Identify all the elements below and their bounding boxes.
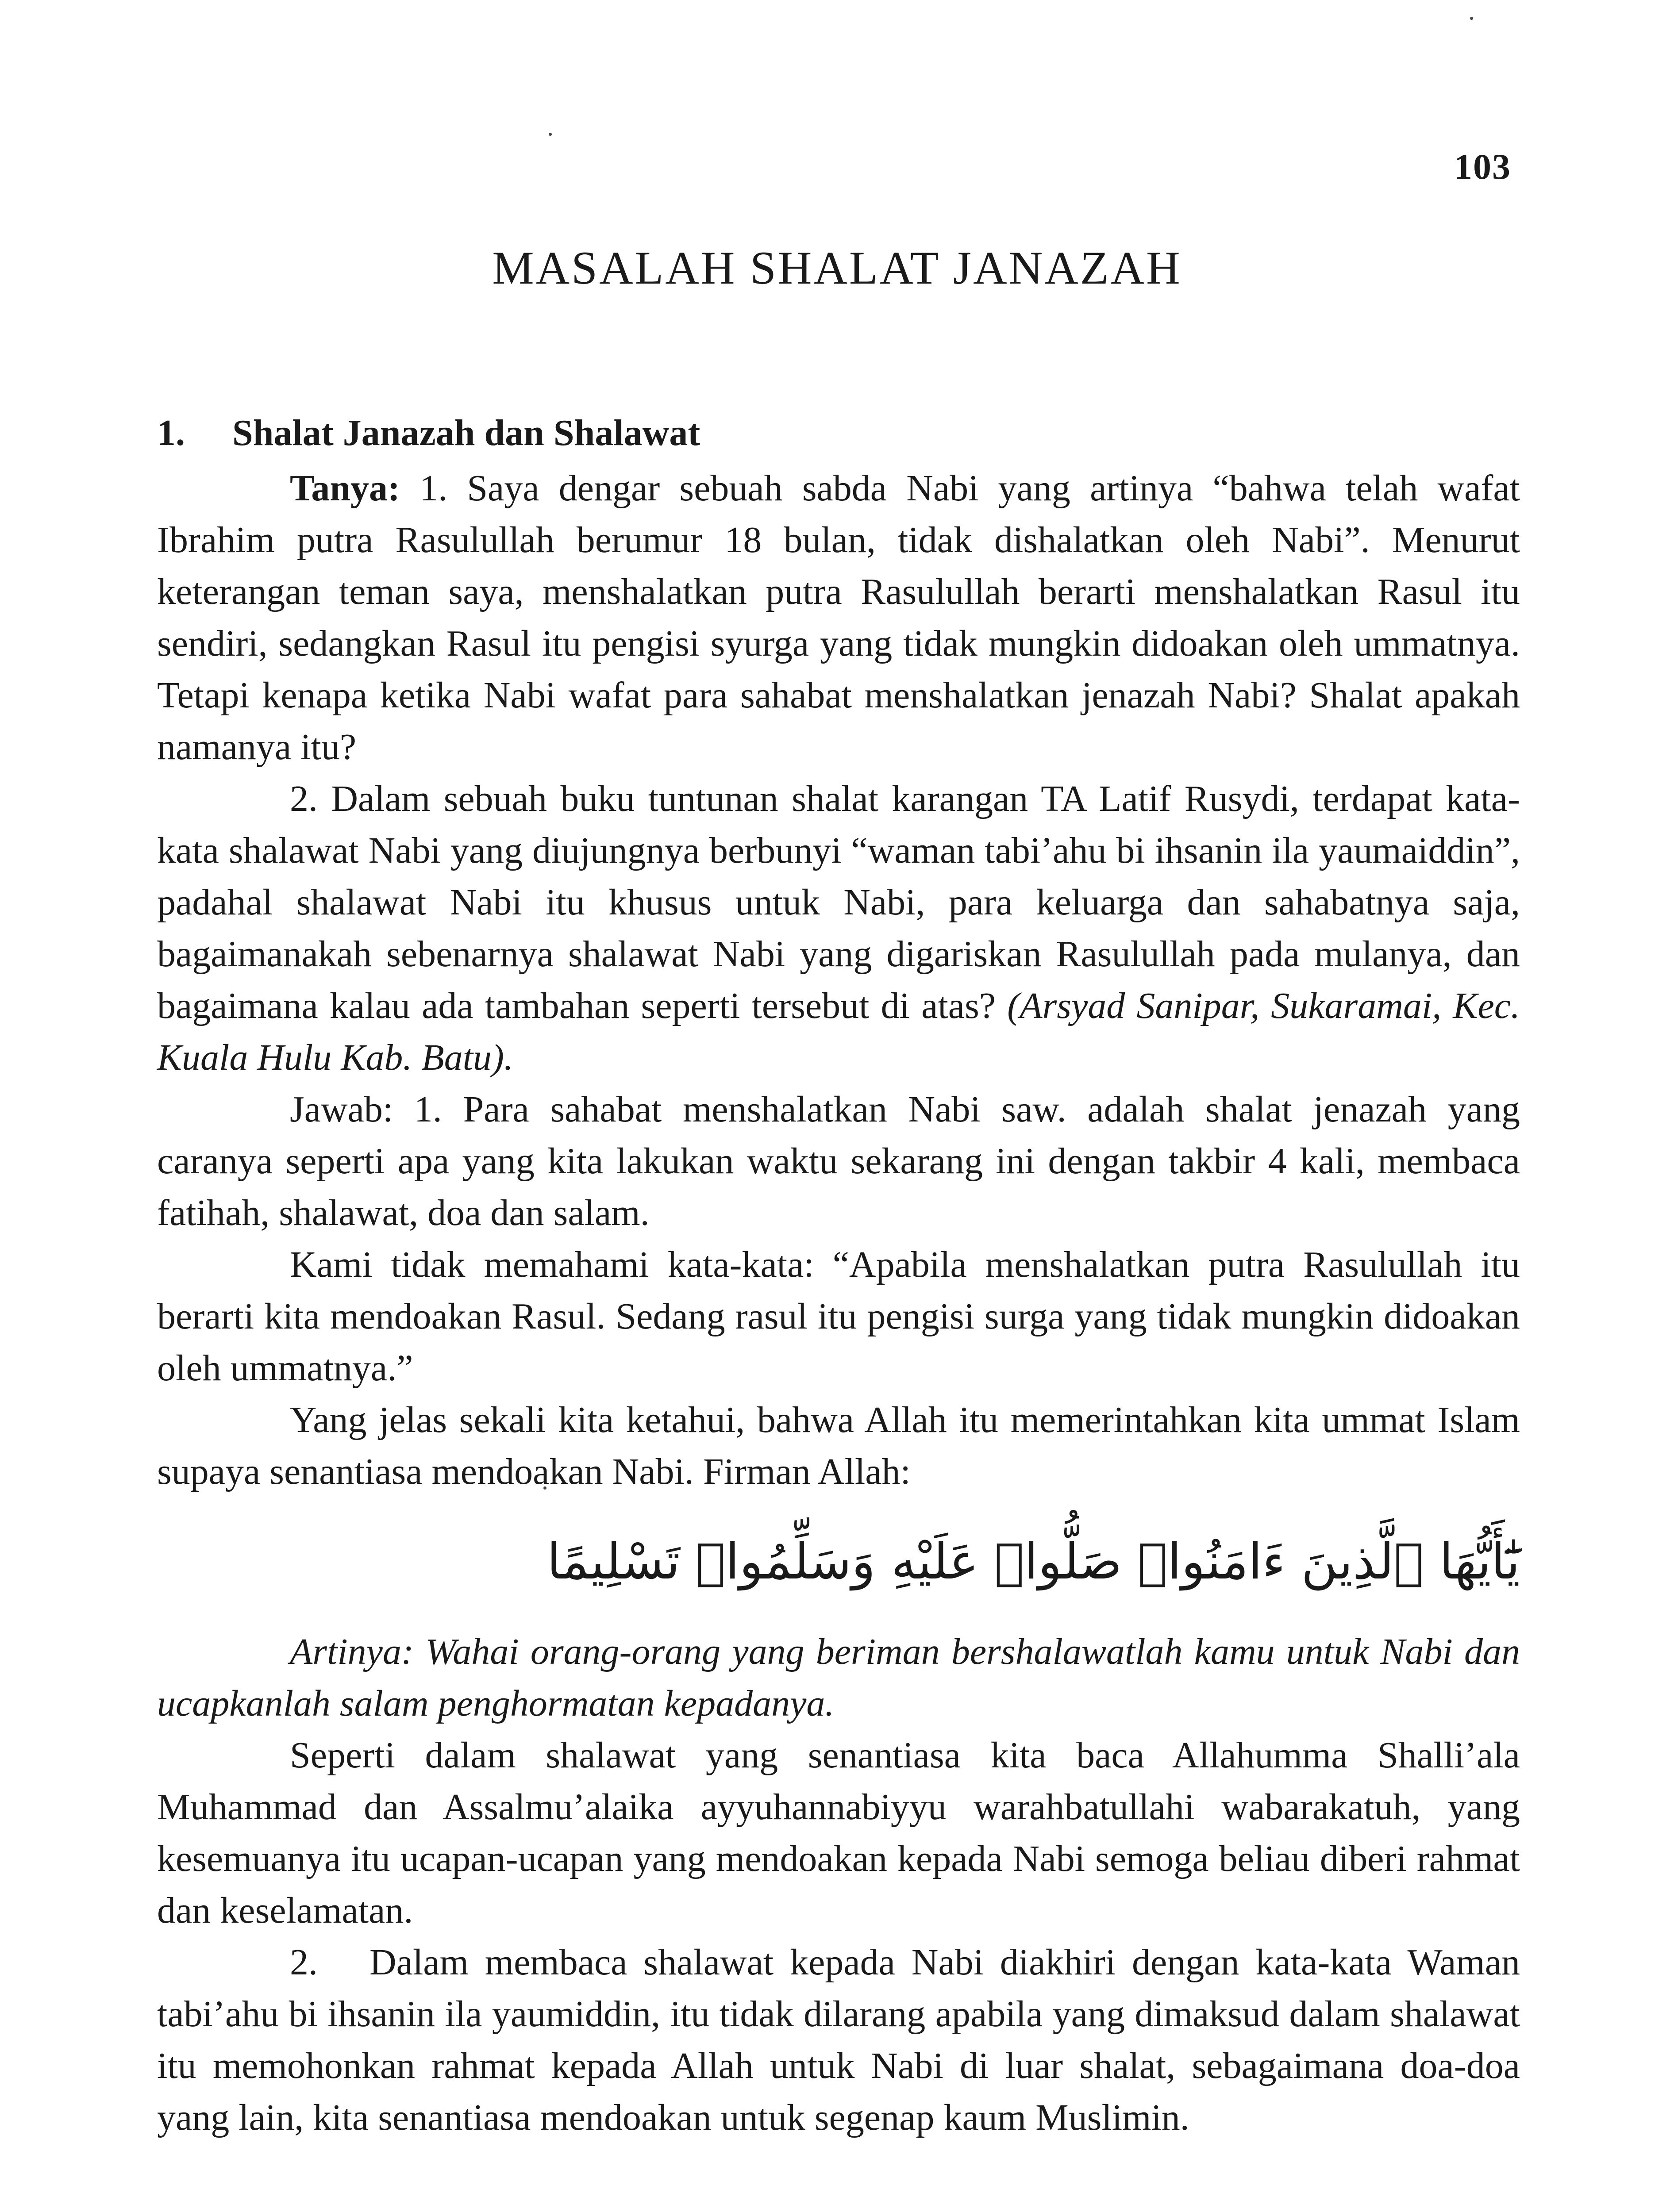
section-heading	[157, 407, 1520, 459]
article-body	[157, 407, 1520, 2143]
section-number: 1.	[157, 412, 185, 453]
section-title: Shalat Janazah dan Shalawat	[232, 412, 700, 453]
page-title: MASALAH SHALAT JANAZAH	[492, 242, 1182, 294]
translation-label: Artinya:	[290, 1631, 414, 1672]
translation-text: Wahai orang-orang yang beriman bershalawatlah kamu untuk Nabi dan ucapkanlah salam penghormatan kepadanya.	[157, 1631, 1520, 1724]
translation-paragraph	[157, 1626, 1520, 1729]
answer-paragraph-3: Yang jelas sekali kita ketahui, bahwa Allah itu memerintahkan kita ummat Islam supaya senantiasa mendoakan Nabi. Firman Allah:	[157, 1399, 1520, 1492]
scan-speck	[549, 133, 552, 136]
question-text-1: 1. Saya dengar sebuah sabda Nabi yang artinya “bahwa telah wafat Ibrahim putra Rasulullah berumur 18 bulan, tidak dishalatkan oleh Nabi”. Menurut keterangan teman saya, menshalatkan putra Rasulullah berarti menshalatkan Rasul itu sendiri, sedangkan Rasul itu pengisi syurga yang tidak mungkin didoakan oleh ummatnya. Tetapi kenapa ketika Nabi wafat para sahabat menshalatkan jenazah Nabi? Shalat apakah namanya itu?	[157, 468, 1520, 768]
question-paragraph-1	[157, 462, 1520, 773]
answer-paragraph-4: Seperti dalam shalawat yang senantiasa kita baca Allahumma Shalli’ala Muhammad dan Assalmu’alaika ayyuhannabiyyu warahbatullahi wabarakatuh, yang kesemuanya itu ucapan-ucapan yang mendoakan kepada Nabi semoga beliau diberi rahmat dan keselamatan.	[157, 1735, 1520, 1931]
answer-paragraph-1	[157, 1083, 1520, 1239]
answer-paragraph-5	[157, 1936, 1520, 2143]
answer-text-5: Dalam membaca shalawat kepada Nabi diakhiri dengan kata-kata Waman tabi’ahu bi ihsanin ila yaumiddin, itu tidak dilarang apabila yang dimaksud dalam shalawat itu memohonkan rahmat kepada Allah untuk Nabi di luar shalat, sebagaimana doa-doa yang lain, kita senantiasa mendoakan untuk segenap kaum Muslimin.	[157, 1942, 1520, 2138]
scan-speck	[1470, 17, 1473, 20]
page-number: 103	[1454, 146, 1511, 187]
answer-text-1: 1. Para sahabat menshalatkan Nabi saw. adalah shalat jenazah yang caranya seperti apa yang kita lakukan waktu sekarang ini dengan takbir 4 kali, membaca fatihah, shalawat, doa dan salam.	[157, 1089, 1520, 1233]
quran-verse: يَٰٓأَيُّهَا ٱلَّذِينَ ءَامَنُوا۟ صَلُّوا۟ عَلَيْهِ وَسَلِّمُوا۟ تَسْلِيمًا	[546, 1533, 1520, 1590]
answer-label: Jawab:	[290, 1089, 393, 1130]
question-label: Tanya:	[290, 468, 400, 509]
question-sender: (Arsyad Sanipar, Sukaramai, Kec. Kuala Hulu Kab. Batu).	[157, 985, 1520, 1078]
question-text-2: 2. Dalam sebuah buku tuntunan shalat karangan TA Latif Rusydi, terdapat kata-kata shalawat Nabi yang diujungnya berbunyi “waman tabi’ahu bi ihsanin ila yaumaiddin”, padahal shalawat Nabi itu khusus untuk Nabi, para keluarga dan sahabatnya saja, bagaimanakah sebenarnya shalawat Nabi yang digariskan Rasulullah pada mulanya, dan bagaimana kalau ada tambahan seperti tersebut di atas?	[157, 778, 1520, 1026]
answer-number-2: 2.	[290, 1942, 318, 1983]
question-paragraph-2	[157, 773, 1520, 1083]
answer-paragraph-2: Kami tidak memahami kata-kata: “Apabila menshalatkan putra Rasulullah itu berarti kita mendoakan Rasul. Sedang rasul itu pengisi surga yang tidak mungkin didoakan oleh ummatnya.”	[157, 1244, 1520, 1389]
